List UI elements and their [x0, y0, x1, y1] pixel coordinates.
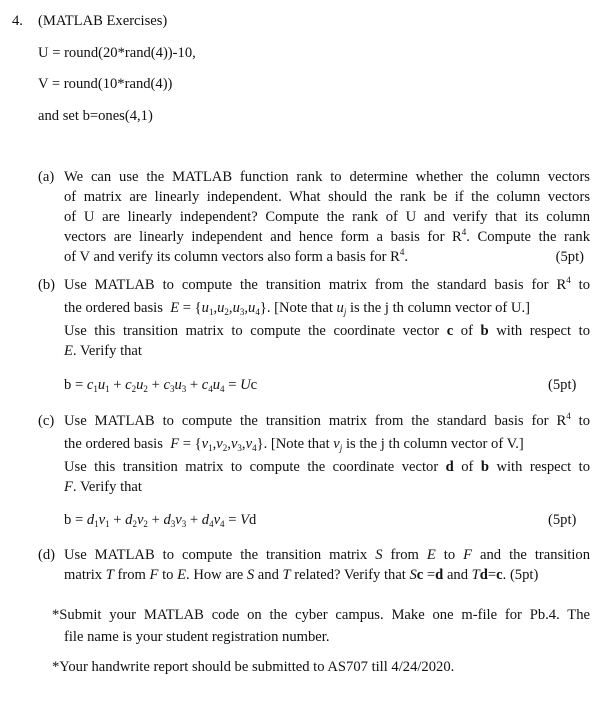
part-c-basis-line: the ordered basis $F = \{v_1,v_2,v_3,v_4\}$. [Note that $v_j$ is the j th column vector of V.] [64, 436, 524, 453]
submission-note [52, 604, 590, 648]
part-a-line: of V and verify its column vectors also form a basis for $R^4$. (5pt) [64, 247, 590, 267]
part-d-text [64, 545, 590, 585]
submission-note-line: file name is your student registration number. [64, 629, 330, 645]
part-b-text [64, 275, 590, 361]
part-b-equation: $b = c_1u_1 + c_2u_2 + c_3u_3 + c_4u_4 = Uc$ [64, 377, 258, 394]
u-definition: U = round(20*rand(4))-10, [38, 45, 196, 61]
part-c-line: Use MATLAB to compute the transition matrix from the standard basis for $R^4$ to [64, 411, 591, 429]
part-c-equation: $b = d_1v_1 + d_2v_2 + d_3v_3 + d_4v_4 = Vd$ [64, 512, 257, 529]
part-c-points: (5pt) [548, 512, 577, 528]
report-deadline-note: *Your handwrite report should be submitted to AS707 till 4/24/2020. [52, 659, 455, 675]
part-b-label: (b) [38, 277, 56, 293]
part-a-label: (a) [38, 169, 55, 185]
problem-number: 4. [12, 13, 23, 29]
part-a-text [64, 167, 590, 267]
part-d-line: Use MATLAB to compute the transition matrix S from E to F and the transition [64, 547, 591, 563]
problem-title: (MATLAB Exercises) [38, 13, 168, 29]
part-a-line: We can use the MATLAB function rank to determine whether the column vectors [64, 169, 590, 185]
part-a-points: (5pt) [555, 249, 584, 265]
part-c-text [64, 411, 590, 497]
part-b-line: Use MATLAB to compute the transition matrix from the standard basis for $R^4$ to [64, 275, 591, 293]
v-definition: V = round(10*rand(4)) [38, 76, 173, 92]
part-b-line: E. Verify that [64, 343, 142, 359]
part-c-line: Use this transition matrix to compute the coordinate vector d of b with respect to [64, 459, 590, 475]
submission-note-line: *Submit your MATLAB code on the cyber campus. Make one m-file for Pb.4. The [52, 607, 590, 623]
part-c-label: (c) [38, 413, 55, 429]
part-a-line: of matrix are linearly independent. What should the rank be if the column vectors [64, 189, 590, 205]
part-a-line: of U are linearly independent? Compute the rank of U and verify that its column [64, 209, 590, 225]
part-d-label: (d) [38, 547, 56, 563]
part-b-line: Use this transition matrix to compute the coordinate vector c of b with respect to [64, 323, 590, 339]
part-d-line: matrix T from F to E. How are S and T related? Verify that Sc =d and Td=c. (5pt) [64, 567, 539, 583]
part-b-points: (5pt) [548, 377, 577, 393]
b-definition: and set b=ones(4,1) [38, 108, 153, 124]
part-a-line: vectors are linearly independent and hence form a basis for $R^4$. Compute the rank [64, 227, 590, 245]
part-b-basis-line: the ordered basis $E = \{u_1,u_2,u_3,u_4\}$. [Note that $u_j$ is the j th column vector of U.] [64, 300, 530, 317]
part-c-line: F. Verify that [64, 479, 142, 495]
